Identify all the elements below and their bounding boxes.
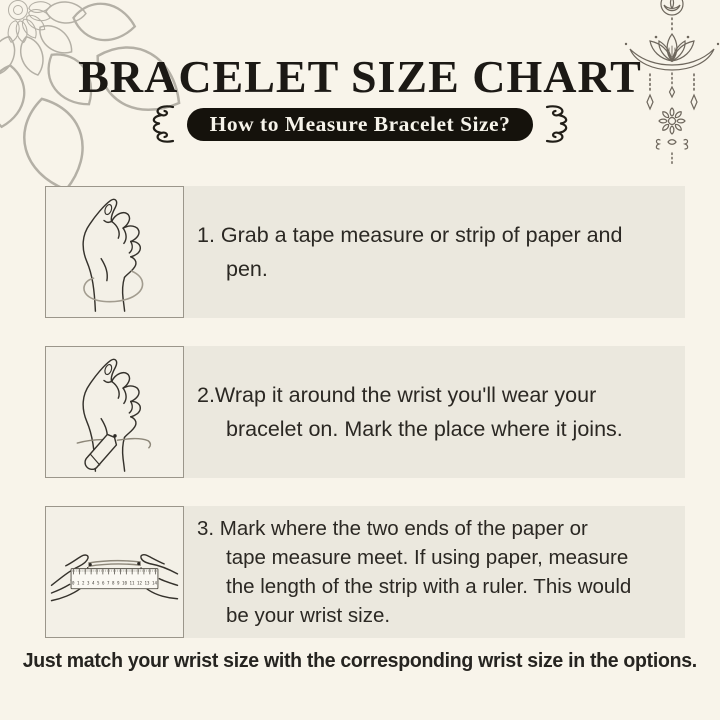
subtitle-row: [0, 102, 720, 146]
step-3-text: [184, 506, 685, 638]
hands-with-ruler-icon: [49, 509, 180, 635]
step-1-row: [45, 186, 685, 318]
step-3-line: tape measure meet. If using paper, measure: [226, 546, 629, 569]
page-title: BRACELET SIZE CHART: [78, 51, 642, 102]
curly-flourish-right-icon: [544, 102, 576, 146]
step-3-illustration: [45, 506, 184, 638]
ruler-numbers: 0 1 2 3 4 5 6 7 8 9 10 11 12 13 14: [72, 581, 170, 587]
footer-note: Just match your wrist size with the corresponding wrist size in the options.: [22, 649, 698, 672]
hand-marking-wrist-icon: [49, 349, 180, 475]
step-3-line: be your wrist size.: [226, 604, 391, 627]
step-1-line: pen.: [226, 257, 268, 281]
step-1-line: 1. Grab a tape measure or strip of paper and: [197, 223, 623, 247]
step-1-illustration: [45, 186, 184, 318]
step-2-line: bracelet on. Mark the place where it joins.: [226, 417, 623, 441]
step-3-row: [45, 506, 685, 638]
subtitle-badge: How to Measure Bracelet Size?: [187, 108, 534, 141]
step-3-line: 3. Mark where the two ends of the paper or: [197, 517, 588, 540]
step-2-text: [184, 346, 685, 478]
footer-note-row: [0, 649, 720, 673]
step-1-text: [184, 186, 685, 318]
curly-flourish-left-icon: [144, 102, 176, 146]
step-3-line: the length of the strip with a ruler. This would: [226, 575, 632, 598]
step-2-line: 2.Wrap it around the wrist you'll wear your: [197, 383, 597, 407]
step-2-illustration: [45, 346, 184, 478]
step-2-row: [45, 346, 685, 478]
hand-with-tape-loop-icon: [49, 189, 180, 315]
